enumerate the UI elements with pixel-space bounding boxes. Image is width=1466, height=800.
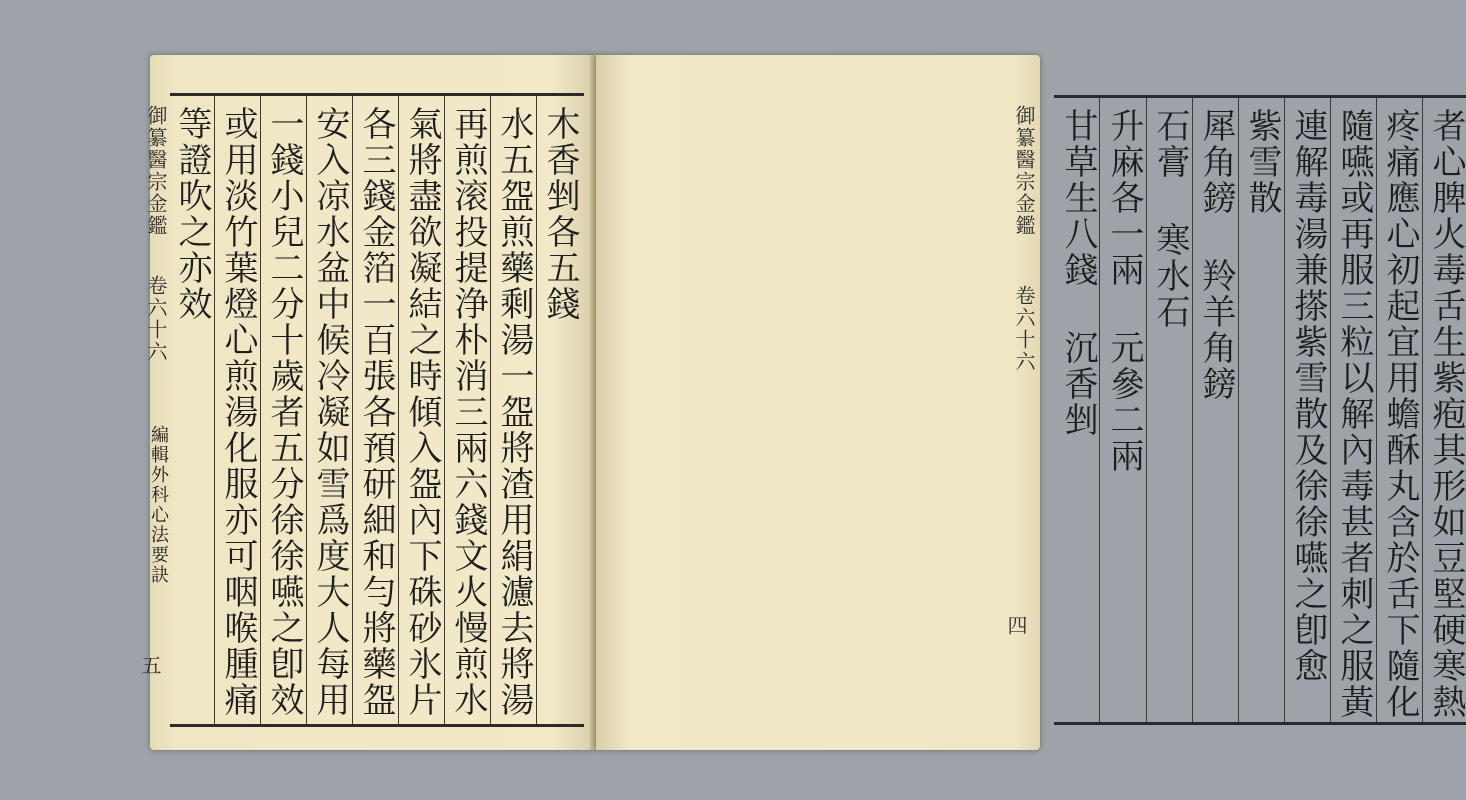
right-col-1: 者心脾火毒舌生紫疱其形如豆堅硬寒熱 bbox=[1426, 108, 1466, 720]
right-col-3: 隨嚥或再服三粒以解內毒甚者刺之服黃 bbox=[1334, 108, 1374, 720]
right-col-8: 升麻各一兩 元參二兩 bbox=[1104, 108, 1144, 474]
left-margin-section: 編輯外科心法要訣 bbox=[148, 425, 169, 585]
left-col-6: 安入凉水盆中候冷凝如雪爲度大人每用 bbox=[310, 106, 350, 718]
right-print-frame bbox=[1054, 95, 1466, 725]
right-col-9: 甘草生八錢 沉香剉 bbox=[1058, 108, 1098, 438]
right-col-4: 連解毒湯兼搽紫雪散及徐徐嚥之卽愈 bbox=[1288, 108, 1328, 684]
right-col-6: 犀角鎊 羚羊角鎊 bbox=[1196, 108, 1236, 402]
left-col-1: 木香剉各五錢 bbox=[540, 106, 580, 322]
right-col-2: 疼痛應心初起宜用蟾酥丸含於舌下隨化 bbox=[1380, 108, 1420, 720]
right-col-5: 紫雪散 bbox=[1242, 108, 1282, 216]
left-col-3: 再煎滚投提浄朴消三兩六錢文火慢煎水 bbox=[448, 106, 488, 718]
left-col-5: 各三錢金箔一百張各預研細和勻將藥盌 bbox=[356, 106, 396, 718]
left-page-number: 五 bbox=[138, 655, 162, 677]
left-margin-title: 御纂醫宗金鑑 bbox=[144, 105, 168, 237]
left-print-frame bbox=[170, 93, 584, 727]
left-col-8: 或用淡竹葉燈心煎湯化服亦可咽喉腫痛 bbox=[218, 106, 258, 718]
open-book bbox=[138, 55, 1466, 750]
left-col-2: 水五盌煎藥剩湯一盌將渣用絹濾去將湯 bbox=[494, 106, 534, 718]
left-col-4: 氣將盡欲凝結之時傾入盌內下硃砂氷片 bbox=[402, 106, 442, 718]
right-margin-volume: 卷六十六 bbox=[1012, 285, 1036, 373]
right-margin-title: 御纂醫宗金鑑 bbox=[1012, 105, 1036, 237]
left-col-9: 等證吹之亦效 bbox=[172, 106, 212, 322]
left-page bbox=[138, 55, 596, 750]
right-page bbox=[596, 55, 1466, 750]
left-margin-volume: 卷六十六 bbox=[144, 275, 168, 363]
left-col-7: 一錢小兒二分十歲者五分徐徐嚥之卽效 bbox=[264, 106, 304, 718]
right-page-number: 四 bbox=[1004, 615, 1028, 637]
right-col-7: 石膏 寒水石 bbox=[1150, 108, 1190, 330]
